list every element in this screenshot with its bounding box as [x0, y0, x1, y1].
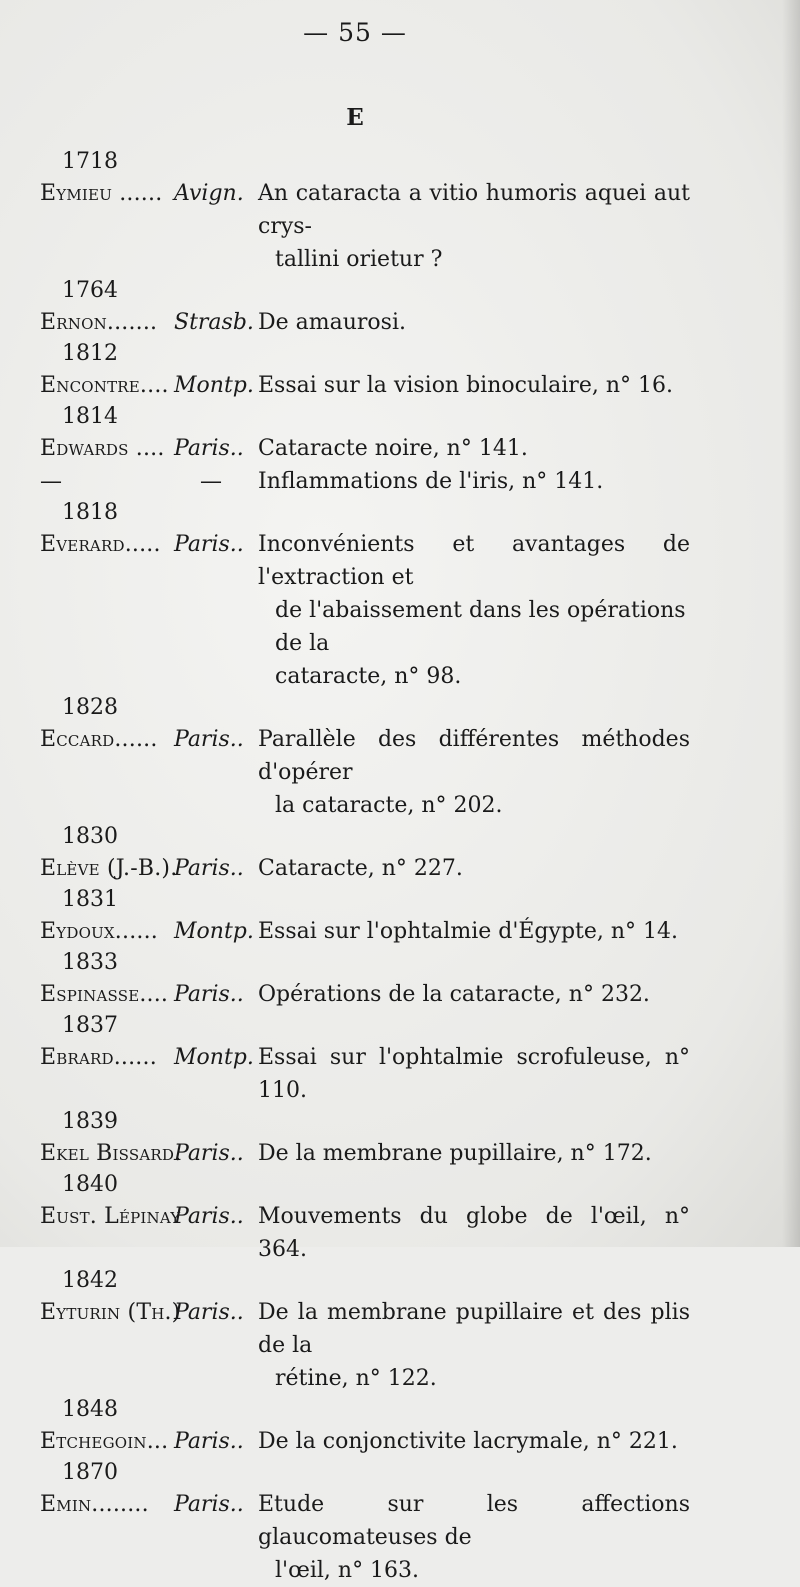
entry-year: 1818	[62, 500, 118, 525]
entry-title	[258, 1296, 690, 1395]
entry-title	[258, 1041, 690, 1107]
entry-title	[258, 306, 690, 339]
entry-year: 1812	[62, 341, 118, 366]
bibliography-entry	[40, 1011, 690, 1107]
entry-author: Etchegoin...	[40, 1429, 169, 1454]
bibliography-entry	[40, 822, 690, 885]
entry-title-line: Cataracte noire, n° 141.	[258, 436, 528, 461]
entry-place: Strasb.	[174, 310, 254, 335]
entry-author: Eyturin (Th.)	[40, 1300, 181, 1325]
entry-title	[258, 528, 690, 693]
entry-year: 1830	[62, 824, 118, 849]
entry-year: 1840	[62, 1172, 118, 1197]
entry-year: 1764	[62, 278, 118, 303]
entry-title	[258, 369, 690, 402]
page-edge-shadow	[782, 0, 800, 1247]
entry-author: Elève (J.-B.).	[40, 856, 178, 881]
entry-title-line: cataracte, n° 98.	[275, 664, 462, 689]
entry-title-line: De la conjonctivite lacrymale, n° 221.	[258, 1429, 678, 1454]
entry-title-line: Essai sur la vision binoculaire, n° 16.	[258, 373, 673, 398]
bibliography-entry	[40, 339, 690, 402]
entry-year: 1842	[62, 1268, 118, 1293]
entry-line	[40, 177, 690, 276]
bibliography-entry	[40, 402, 690, 465]
entry-place: Avign.	[174, 181, 244, 206]
entry-title	[258, 1200, 690, 1266]
entry-title	[258, 723, 690, 822]
entry-place: Paris..	[174, 727, 244, 752]
entry-place: Paris..	[174, 1204, 244, 1229]
entry-title	[258, 465, 690, 498]
entry-line	[40, 1041, 690, 1107]
entry-title-line: Opérations de la cataracte, n° 232.	[258, 982, 650, 1007]
entry-title-line: Essai sur l'ophtalmie scrofuleuse, n° 110.	[258, 1045, 690, 1103]
entry-title	[258, 177, 690, 276]
entry-place: Paris..	[174, 856, 244, 881]
entry-year: 1833	[62, 950, 118, 975]
entry-title-line: Etude sur les affections glaucomateuses de	[258, 1492, 690, 1550]
entry-author: Ebrard......	[40, 1045, 157, 1070]
entry-author: Edwards ....	[40, 436, 165, 461]
entry-year: 1718	[62, 149, 118, 174]
entry-year: 1839	[62, 1109, 118, 1134]
entry-line	[40, 528, 690, 693]
entry-title-line: Parallèle des différentes méthodes d'opérer	[258, 727, 690, 785]
entry-place: Paris..	[174, 1300, 244, 1325]
page-number: — 55 —	[303, 18, 407, 47]
entry-title-line: De la membrane pupillaire et des plis de la	[258, 1300, 690, 1358]
entry-place: Paris..	[174, 982, 244, 1007]
entry-title-line: Essai sur l'ophtalmie d'Égypte, n° 14.	[258, 919, 679, 944]
entry-author: Eccard......	[40, 727, 158, 752]
entry-title	[258, 1488, 690, 1587]
entry-author: Emin........	[40, 1492, 149, 1517]
entry-author: —	[40, 469, 63, 494]
entry-line	[40, 915, 690, 948]
entry-line	[40, 432, 690, 465]
entry-author: Encontre....	[40, 373, 169, 398]
entry-title-line: de l'abaissement dans les opérations de la	[275, 598, 686, 656]
entry-line	[40, 1425, 690, 1458]
bibliography-entry	[40, 276, 690, 339]
entry-author: Eymieu ......	[40, 181, 163, 206]
entry-title	[258, 1425, 690, 1458]
bibliography-entry	[40, 1458, 690, 1587]
entry-place: Paris..	[174, 532, 244, 557]
entry-title	[258, 852, 690, 885]
entry-title-line: la cataracte, n° 202.	[275, 793, 503, 818]
entry-place: Paris..	[174, 436, 244, 461]
bibliography-entry	[40, 1395, 690, 1458]
entry-year: 1828	[62, 695, 118, 720]
section-letter: E	[346, 104, 364, 131]
entry-line	[40, 1137, 690, 1170]
entry-author: Eust. Lépinay	[40, 1204, 181, 1229]
entry-title	[258, 915, 690, 948]
bibliography-entry	[40, 1266, 690, 1395]
bibliography-list	[40, 147, 690, 1587]
entry-title-line: An cataracta a vitio humoris aquei aut crys-	[258, 181, 690, 239]
entry-title-line: l'œil, n° 163.	[275, 1558, 420, 1583]
entry-year: 1831	[62, 887, 118, 912]
entry-title-line: Inconvénients et avantages de l'extraction et	[258, 532, 690, 590]
bibliography-entry	[40, 1170, 690, 1266]
entry-year: 1870	[62, 1460, 118, 1485]
entry-title-line: rétine, n° 122.	[275, 1366, 437, 1391]
bibliography-entry	[40, 498, 690, 693]
entry-author: Ekel Bissard.	[40, 1141, 182, 1166]
entry-line	[40, 723, 690, 822]
entry-place: Montp.	[174, 919, 254, 944]
entry-year: 1814	[62, 404, 118, 429]
entry-place: Montp.	[174, 1045, 254, 1070]
entry-place: Paris..	[174, 1429, 244, 1454]
entry-title	[258, 978, 690, 1011]
bibliography-entry	[40, 885, 690, 948]
entry-title	[258, 432, 690, 465]
entry-line	[40, 465, 690, 498]
entry-author: Ernon.......	[40, 310, 158, 335]
entry-title-line: De amaurosi.	[258, 310, 406, 335]
bibliography-entry	[40, 465, 690, 498]
entry-author: Eydoux......	[40, 919, 158, 944]
entry-title-line: tallini orietur ?	[275, 247, 443, 272]
entry-author: Everard.....	[40, 532, 161, 557]
entry-year: 1848	[62, 1397, 118, 1422]
entry-place: Paris..	[174, 1492, 244, 1517]
entry-line	[40, 1200, 690, 1266]
entry-place: Montp.	[174, 373, 254, 398]
bibliography-entry	[40, 147, 690, 276]
entry-place: —	[200, 469, 222, 494]
entry-line	[40, 306, 690, 339]
bibliography-entry	[40, 948, 690, 1011]
entry-title-line: De la membrane pupillaire, n° 172.	[258, 1141, 652, 1166]
entry-title-line: Cataracte, n° 227.	[258, 856, 463, 881]
bibliography-entry	[40, 693, 690, 822]
entry-place: Paris..	[174, 1141, 244, 1166]
entry-line	[40, 1296, 690, 1395]
entry-line	[40, 978, 690, 1011]
bibliography-entry	[40, 1107, 690, 1170]
entry-title	[258, 1137, 690, 1170]
entry-title-line: Inflammations de l'iris, n° 141.	[258, 469, 604, 494]
entry-author: Espinasse....	[40, 982, 169, 1007]
entry-line	[40, 852, 690, 885]
entry-title-line: Mouvements du globe de l'œil, n° 364.	[258, 1204, 690, 1262]
entry-line	[40, 369, 690, 402]
entry-year: 1837	[62, 1013, 118, 1038]
entry-line	[40, 1488, 690, 1587]
